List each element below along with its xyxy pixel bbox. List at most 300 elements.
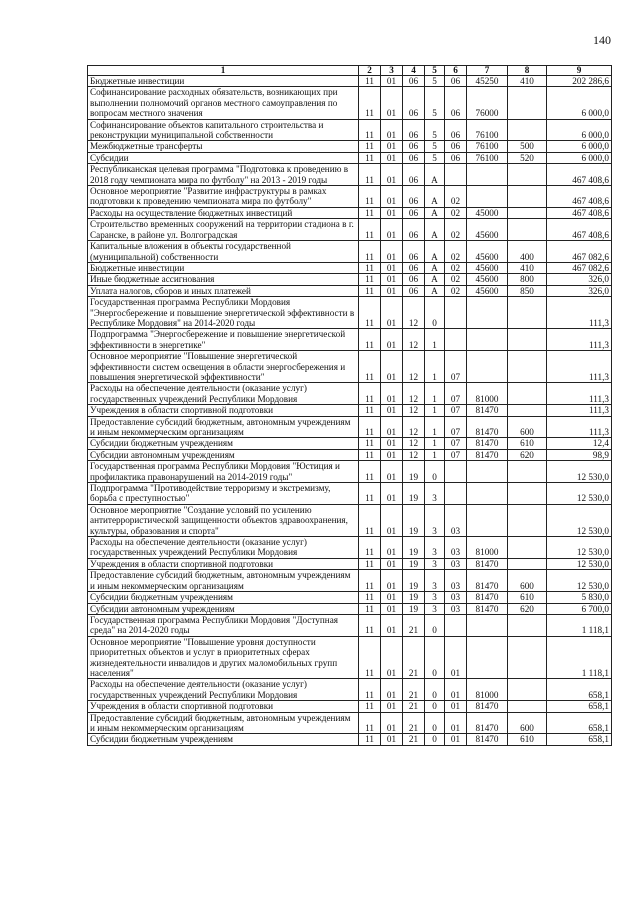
row-code: 1 — [425, 438, 445, 449]
row-description: Капитальные вложения в объекты государственной (муниципальной) собственности — [88, 241, 359, 263]
row-code: 07 — [445, 449, 467, 460]
row-description: Межбюджетные трансферты — [88, 141, 359, 152]
table-row — [88, 592, 612, 603]
table-row — [88, 152, 612, 163]
page-number: 140 — [593, 33, 611, 47]
row-code: 11 — [359, 449, 381, 460]
row-code — [508, 614, 547, 636]
row-code: 19 — [403, 570, 425, 592]
row-code — [508, 186, 547, 208]
row-code: 620 — [508, 603, 547, 614]
row-code: 76100 — [467, 141, 508, 152]
row-description: Расходы на обеспечение деятельности (оказание услуг) государственных учреждений Республики Мордовия — [88, 537, 359, 559]
row-code: 5 — [425, 119, 445, 141]
row-code: 45250 — [467, 76, 508, 87]
row-code: 03 — [445, 558, 467, 569]
row-code: 81470 — [467, 603, 508, 614]
row-description: Софинансирование объектов капитального строительства и реконструкции муниципальной собственности — [88, 119, 359, 141]
row-code: 03 — [445, 537, 467, 559]
row-code: 45600 — [467, 241, 508, 263]
row-code: 01 — [381, 449, 403, 460]
table-row — [88, 679, 612, 701]
row-code: 11 — [359, 558, 381, 569]
row-code — [467, 351, 508, 383]
row-code: 400 — [508, 241, 547, 263]
row-amount: 12 530,0 — [547, 504, 612, 536]
row-code: 800 — [508, 274, 547, 285]
row-code: 11 — [359, 119, 381, 141]
row-code: 01 — [381, 504, 403, 536]
row-code: 01 — [445, 679, 467, 701]
row-code — [445, 297, 467, 329]
row-code: 11 — [359, 87, 381, 119]
row-code: 3 — [425, 504, 445, 536]
row-code: 600 — [508, 416, 547, 438]
row-amount: 658,1 — [547, 701, 612, 712]
row-description: Субсидии автономным учреждениям — [88, 449, 359, 460]
row-code: А — [425, 262, 445, 273]
table-row — [88, 207, 612, 218]
row-code: 3 — [425, 537, 445, 559]
row-code: 21 — [403, 679, 425, 701]
row-amount: 12 530,0 — [547, 483, 612, 505]
row-code: 06 — [403, 262, 425, 273]
row-code: 1 — [425, 416, 445, 438]
row-code: А — [425, 207, 445, 218]
row-code — [467, 614, 508, 636]
table-row — [88, 712, 612, 734]
row-code: 3 — [425, 558, 445, 569]
row-code: 19 — [403, 603, 425, 614]
row-code: 5 — [425, 152, 445, 163]
row-code: 03 — [445, 504, 467, 536]
row-amount: 202 286,6 — [547, 76, 612, 87]
row-amount: 467 408,6 — [547, 207, 612, 218]
row-code: 500 — [508, 141, 547, 152]
row-amount: 111,3 — [547, 405, 612, 416]
row-code: 07 — [445, 405, 467, 416]
row-code: 01 — [381, 207, 403, 218]
row-code: 06 — [403, 164, 425, 186]
row-description: Строительство временных сооружений на территории стадиона в г. Саранске, в районе ул. Волгоградская — [88, 219, 359, 241]
row-code: 01 — [381, 558, 403, 569]
row-code: 12 — [403, 351, 425, 383]
row-amount: 111,3 — [547, 351, 612, 383]
row-code: 01 — [445, 701, 467, 712]
row-code: 81470 — [467, 405, 508, 416]
row-amount: 6 000,0 — [547, 87, 612, 119]
table-row — [88, 636, 612, 679]
row-code: 11 — [359, 679, 381, 701]
row-code: 1 — [425, 405, 445, 416]
row-code — [508, 164, 547, 186]
row-code: 01 — [381, 416, 403, 438]
row-code: 11 — [359, 416, 381, 438]
row-description: Субсидии автономным учреждениям — [88, 603, 359, 614]
table-row — [88, 734, 612, 745]
row-code: 19 — [403, 504, 425, 536]
row-code: 81470 — [467, 558, 508, 569]
table-row — [88, 614, 612, 636]
row-amount: 326,0 — [547, 274, 612, 285]
row-code: 01 — [381, 285, 403, 296]
row-code: 06 — [403, 219, 425, 241]
row-description: Учреждения в области спортивной подготовки — [88, 558, 359, 569]
row-code: 01 — [381, 438, 403, 449]
row-code: 11 — [359, 186, 381, 208]
row-code: 1 — [425, 383, 445, 405]
row-code: 02 — [445, 241, 467, 263]
row-amount: 467 082,6 — [547, 241, 612, 263]
table-row — [88, 416, 612, 438]
row-code — [467, 483, 508, 505]
table-row — [88, 537, 612, 559]
row-description: Уплата налогов, сборов и иных платежей — [88, 285, 359, 296]
table-row — [88, 558, 612, 569]
row-code: 19 — [403, 483, 425, 505]
row-description: Софинансирование расходных обязательств, возникающих при выполнении полномочий органов местного самоуправления по вопросам местного значения — [88, 87, 359, 119]
column-header: 2 — [359, 66, 381, 76]
table-row — [88, 274, 612, 285]
row-code: 610 — [508, 592, 547, 603]
row-code: 06 — [403, 285, 425, 296]
row-code — [445, 329, 467, 351]
row-code: 21 — [403, 636, 425, 679]
row-code — [467, 329, 508, 351]
row-description: Республиканская целевая программа "Подготовка к проведению в 2018 году чемпионата мира по футболу" на 2013 - 2019 годы — [88, 164, 359, 186]
row-code: 02 — [445, 186, 467, 208]
row-code: 12 — [403, 405, 425, 416]
row-code: 0 — [425, 614, 445, 636]
row-code: 11 — [359, 152, 381, 163]
row-code: 45600 — [467, 274, 508, 285]
row-code: 06 — [403, 119, 425, 141]
row-code: 610 — [508, 734, 547, 745]
row-code: 11 — [359, 636, 381, 679]
row-code: 81470 — [467, 416, 508, 438]
row-code: 01 — [381, 329, 403, 351]
row-code: 0 — [425, 461, 445, 483]
table-row — [88, 405, 612, 416]
row-code — [508, 558, 547, 569]
row-amount: 6 000,0 — [547, 152, 612, 163]
row-amount: 12 530,0 — [547, 570, 612, 592]
row-amount: 6 000,0 — [547, 119, 612, 141]
row-code: 0 — [425, 734, 445, 745]
row-code: 45600 — [467, 285, 508, 296]
column-header: 4 — [403, 66, 425, 76]
row-description: Субсидии бюджетным учреждениям — [88, 438, 359, 449]
row-description: Государственная программа Республики Мордовия "Юстиция и профилактика правонарушений на 2014-2019 годы" — [88, 461, 359, 483]
row-description: Предоставление субсидий бюджетным, автономным учреждениям и иным некоммерческим организациям — [88, 416, 359, 438]
table-row — [88, 119, 612, 141]
row-code — [467, 297, 508, 329]
row-code: 12 — [403, 329, 425, 351]
row-description: Расходы на обеспечение деятельности (оказание услуг) государственных учреждений Республики Мордовия — [88, 383, 359, 405]
row-code: 01 — [381, 405, 403, 416]
row-code: 01 — [381, 483, 403, 505]
row-code: 01 — [381, 537, 403, 559]
table-row — [88, 87, 612, 119]
row-code: 11 — [359, 76, 381, 87]
row-code: 06 — [403, 274, 425, 285]
row-code: 12 — [403, 449, 425, 460]
row-code: 11 — [359, 483, 381, 505]
row-code: 11 — [359, 351, 381, 383]
row-code: 02 — [445, 207, 467, 218]
column-header: 6 — [445, 66, 467, 76]
row-code: 11 — [359, 274, 381, 285]
row-code — [445, 483, 467, 505]
table-row — [88, 603, 612, 614]
row-description: Предоставление субсидий бюджетным, автономным учреждениям и иным некоммерческим организациям — [88, 712, 359, 734]
row-code: 11 — [359, 164, 381, 186]
table-row — [88, 241, 612, 263]
row-code: 520 — [508, 152, 547, 163]
row-description: Субсидии бюджетным учреждениям — [88, 592, 359, 603]
table-row — [88, 504, 612, 536]
row-code — [508, 219, 547, 241]
row-code: 1 — [425, 329, 445, 351]
table-row — [88, 383, 612, 405]
row-amount: 12 530,0 — [547, 537, 612, 559]
row-code: 03 — [445, 570, 467, 592]
row-code: 76100 — [467, 119, 508, 141]
row-code: 11 — [359, 438, 381, 449]
row-description: Бюджетные инвестиции — [88, 262, 359, 273]
row-code: 600 — [508, 712, 547, 734]
row-code: 01 — [381, 219, 403, 241]
row-amount: 111,3 — [547, 329, 612, 351]
row-code — [467, 504, 508, 536]
row-code: 1 — [425, 351, 445, 383]
row-code: А — [425, 186, 445, 208]
table-header-row — [88, 66, 612, 76]
row-code: 06 — [403, 152, 425, 163]
row-code: 03 — [445, 603, 467, 614]
row-code: 0 — [425, 636, 445, 679]
row-code: 11 — [359, 734, 381, 745]
row-amount: 326,0 — [547, 285, 612, 296]
table-row — [88, 219, 612, 241]
row-code: 850 — [508, 285, 547, 296]
row-code: 11 — [359, 297, 381, 329]
row-amount: 467 082,6 — [547, 262, 612, 273]
column-header: 1 — [88, 66, 359, 76]
table-row — [88, 438, 612, 449]
row-code: 11 — [359, 405, 381, 416]
row-code: 06 — [445, 76, 467, 87]
row-code: 06 — [403, 186, 425, 208]
row-code: 81000 — [467, 383, 508, 405]
row-code: 21 — [403, 712, 425, 734]
row-code: 07 — [445, 383, 467, 405]
row-code: А — [425, 164, 445, 186]
row-code — [445, 461, 467, 483]
row-code: 03 — [445, 592, 467, 603]
row-code: 3 — [425, 570, 445, 592]
row-code: А — [425, 219, 445, 241]
row-code: 21 — [403, 701, 425, 712]
row-description: Подпрограмма "Противодействие терроризму и экстремизму, борьба с преступностью" — [88, 483, 359, 505]
row-code: 11 — [359, 461, 381, 483]
row-code: 02 — [445, 285, 467, 296]
row-code: 11 — [359, 504, 381, 536]
row-code: 01 — [381, 603, 403, 614]
row-code — [508, 405, 547, 416]
row-code — [508, 351, 547, 383]
row-description: Государственная программа Республики Мордовия "Доступная среда" на 2014-2020 годы — [88, 614, 359, 636]
row-code: 01 — [381, 152, 403, 163]
row-code: 81000 — [467, 537, 508, 559]
row-code: 5 — [425, 141, 445, 152]
row-code — [508, 383, 547, 405]
table-row — [88, 285, 612, 296]
row-code: 01 — [445, 712, 467, 734]
row-code: 81000 — [467, 679, 508, 701]
row-code — [508, 207, 547, 218]
row-code: 06 — [403, 207, 425, 218]
row-code: 600 — [508, 570, 547, 592]
row-amount: 658,1 — [547, 712, 612, 734]
table-row — [88, 570, 612, 592]
row-code — [508, 483, 547, 505]
row-code: 3 — [425, 483, 445, 505]
row-code: А — [425, 285, 445, 296]
row-code: 01 — [381, 241, 403, 263]
row-code: 11 — [359, 603, 381, 614]
row-code: 5 — [425, 87, 445, 119]
row-code: 81470 — [467, 449, 508, 460]
row-code: А — [425, 274, 445, 285]
row-code — [508, 504, 547, 536]
row-code: 0 — [425, 297, 445, 329]
row-code: 01 — [381, 383, 403, 405]
row-code: 1 — [425, 449, 445, 460]
row-description: Иные бюджетные ассигнования — [88, 274, 359, 285]
table-row — [88, 461, 612, 483]
row-code: 620 — [508, 449, 547, 460]
row-code: А — [425, 241, 445, 263]
row-code: 01 — [381, 297, 403, 329]
row-code: 410 — [508, 76, 547, 87]
row-code: 76000 — [467, 87, 508, 119]
row-code: 01 — [381, 87, 403, 119]
row-code: 07 — [445, 416, 467, 438]
row-code: 06 — [403, 76, 425, 87]
row-code: 45000 — [467, 207, 508, 218]
row-code: 01 — [381, 592, 403, 603]
row-code: 3 — [425, 603, 445, 614]
row-code: 11 — [359, 219, 381, 241]
row-amount: 111,3 — [547, 297, 612, 329]
row-description: Основное мероприятие "Повышение уровня доступности приоритетных объектов и услуг в приоритетных сферах жизнедеятельности инвалидов и других маломобильных групп населения" — [88, 636, 359, 679]
row-code: 610 — [508, 438, 547, 449]
row-code: 06 — [445, 152, 467, 163]
table-row — [88, 141, 612, 152]
table-row — [88, 76, 612, 87]
column-header: 9 — [547, 66, 612, 76]
row-code: 12 — [403, 297, 425, 329]
row-amount: 6 700,0 — [547, 603, 612, 614]
row-code — [508, 119, 547, 141]
row-description: Бюджетные инвестиции — [88, 76, 359, 87]
row-code: 02 — [445, 262, 467, 273]
row-code: 01 — [381, 614, 403, 636]
row-code: 11 — [359, 614, 381, 636]
row-description: Расходы на осуществление бюджетных инвестиций — [88, 207, 359, 218]
row-amount: 1 118,1 — [547, 636, 612, 679]
row-description: Субсидии — [88, 152, 359, 163]
row-code: 0 — [425, 712, 445, 734]
row-code: 06 — [445, 141, 467, 152]
row-code: 81470 — [467, 592, 508, 603]
row-code — [467, 461, 508, 483]
row-code: 01 — [381, 186, 403, 208]
row-code: 81470 — [467, 712, 508, 734]
row-code: 81470 — [467, 438, 508, 449]
row-code — [508, 636, 547, 679]
row-code: 01 — [381, 351, 403, 383]
row-description: Предоставление субсидий бюджетным, автономным учреждениям и иным некоммерческим организациям — [88, 570, 359, 592]
row-code: 01 — [381, 734, 403, 745]
row-code — [508, 679, 547, 701]
budget-table — [87, 65, 612, 746]
row-amount: 658,1 — [547, 734, 612, 745]
row-code: 06 — [403, 141, 425, 152]
row-code — [508, 87, 547, 119]
row-code: 11 — [359, 262, 381, 273]
row-code: 410 — [508, 262, 547, 273]
row-code: 3 — [425, 592, 445, 603]
table-row — [88, 701, 612, 712]
row-code: 11 — [359, 141, 381, 152]
row-code: 19 — [403, 537, 425, 559]
row-code: 01 — [381, 119, 403, 141]
row-code: 07 — [445, 438, 467, 449]
row-code — [508, 461, 547, 483]
row-description: Расходы на обеспечение деятельности (оказание услуг) государственных учреждений Республики Мордовия — [88, 679, 359, 701]
table-row — [88, 297, 612, 329]
table-row — [88, 164, 612, 186]
row-code: 11 — [359, 570, 381, 592]
row-code: 0 — [425, 701, 445, 712]
row-code: 01 — [445, 734, 467, 745]
row-code: 21 — [403, 734, 425, 745]
table-row — [88, 483, 612, 505]
table-body — [88, 76, 612, 746]
row-code: 12 — [403, 416, 425, 438]
row-code: 11 — [359, 592, 381, 603]
row-code: 19 — [403, 592, 425, 603]
row-code: 5 — [425, 76, 445, 87]
row-code — [508, 701, 547, 712]
row-code: 01 — [445, 636, 467, 679]
row-code: 81470 — [467, 701, 508, 712]
row-code: 01 — [381, 461, 403, 483]
row-description: Субсидии бюджетным учреждениям — [88, 734, 359, 745]
row-code: 11 — [359, 383, 381, 405]
row-code: 01 — [381, 141, 403, 152]
row-description: Основное мероприятие "Повышение энергетической эффективности систем освещения в области энергосбережения и повышения энергетической эффективности" — [88, 351, 359, 383]
table-row — [88, 351, 612, 383]
row-code: 76100 — [467, 152, 508, 163]
row-code — [508, 537, 547, 559]
table-row — [88, 186, 612, 208]
row-code: 19 — [403, 558, 425, 569]
row-code — [508, 297, 547, 329]
row-amount: 98,9 — [547, 449, 612, 460]
